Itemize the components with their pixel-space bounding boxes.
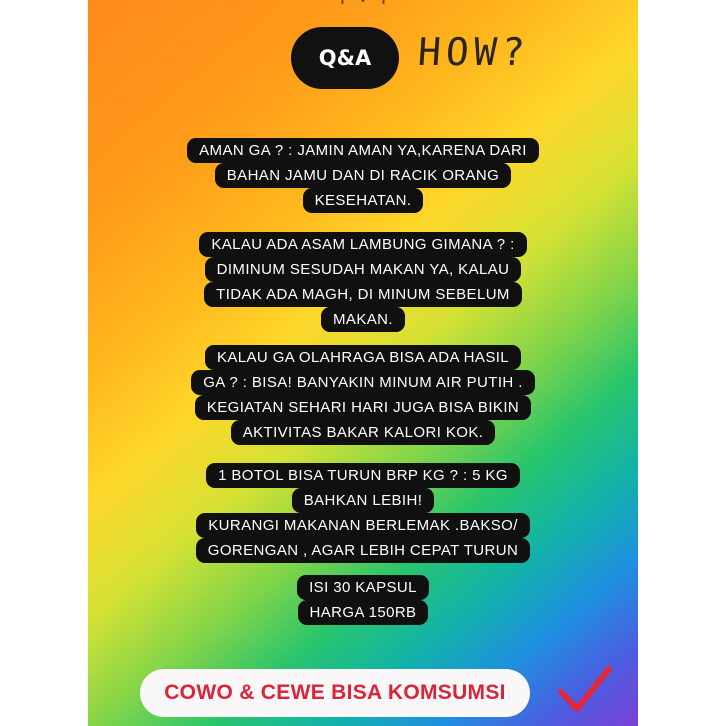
qa-line: GA ? : BISA! BANYAKIN MINUM AIR PUTIH . [191, 370, 535, 395]
qa-block-stomach-acid [88, 232, 638, 332]
qa-block-exercise [88, 345, 638, 445]
qa-line: 1 BOTOL BISA TURUN BRP KG ? : 5 KG [206, 463, 520, 488]
deco-mark [362, 0, 365, 2]
qa-line: KALAU ADA ASAM LAMBUNG GIMANA ? : [199, 232, 526, 257]
cta-pill: COWO & CEWE BISA KOMSUMSI [140, 669, 530, 717]
qa-line: MAKAN. [321, 307, 405, 332]
qa-line: ISI 30 KAPSUL [297, 575, 429, 600]
qa-line: HARGA 150RB [298, 600, 429, 625]
qa-line: GORENGAN , AGAR LEBIH CEPAT TURUN [196, 538, 530, 563]
qa-badge: Q&A [291, 27, 399, 89]
qa-line: TIDAK ADA MAGH, DI MINUM SEBELUM [204, 282, 522, 307]
qa-line: KEGIATAN SEHARI HARI JUGA BISA BIKIN [195, 395, 531, 420]
qa-line: KURANGI MAKANAN BERLEMAK .BAKSO/ [196, 513, 530, 538]
deco-mark [383, 0, 385, 4]
qa-line: AKTIVITAS BAKAR KALORI KOK. [231, 420, 496, 445]
qa-block-safety [88, 138, 638, 213]
qa-line: KESEHATAN. [303, 188, 424, 213]
top-decoration [342, 0, 385, 4]
qa-line: BAHAN JAMU DAN DI RACIK ORANG [215, 163, 511, 188]
qa-line: KALAU GA OLAHRAGA BISA ADA HASIL [205, 345, 521, 370]
how-title: HOW? [416, 30, 532, 74]
qa-block-price [88, 575, 638, 625]
qa-line: AMAN GA ? : JAMIN AMAN YA,KARENA DARI [187, 138, 539, 163]
qa-block-weight-loss [88, 463, 638, 563]
qa-line: BAHKAN LEBIH! [292, 488, 435, 513]
checkmark-icon [556, 664, 614, 716]
deco-mark [342, 0, 344, 4]
story-card [88, 0, 638, 726]
qa-line: DIMINUM SESUDAH MAKAN YA, KALAU [205, 257, 522, 282]
